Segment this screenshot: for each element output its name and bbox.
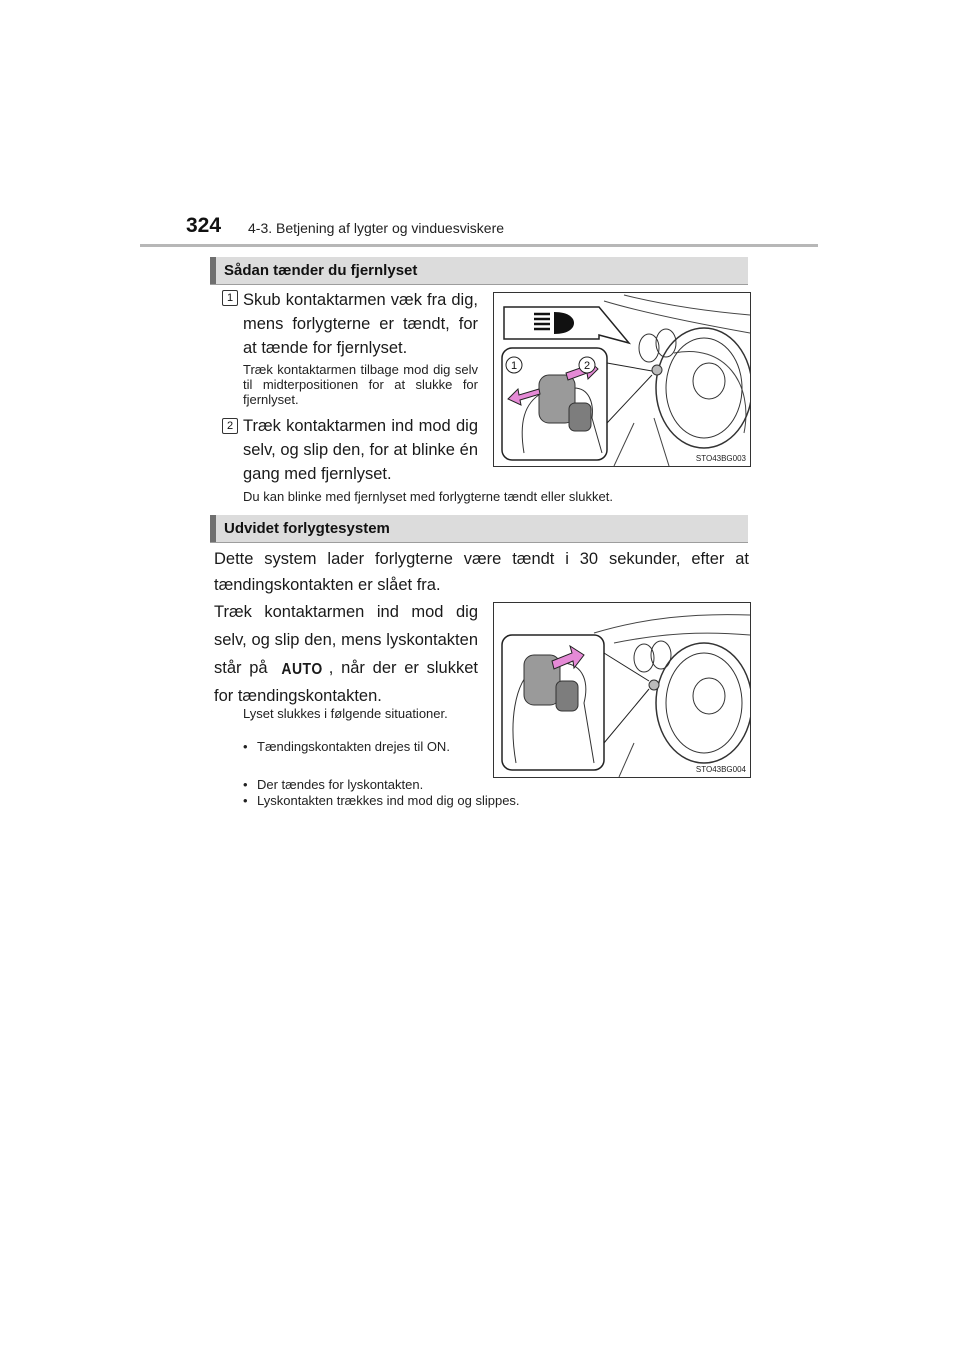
figure-code: STO43BG004	[695, 765, 746, 774]
figure-code: STO43BG003	[695, 454, 746, 463]
auto-symbol: AUTO	[281, 658, 323, 678]
figure-extended-headlight	[493, 602, 751, 778]
section2-instruction	[214, 598, 478, 710]
bullet-dot-icon: •	[243, 739, 248, 754]
bullet-item: • Lyskontakten trækkes ind mod dig og slippes.	[243, 793, 520, 808]
section1-note: Du kan blinke med fjernlyset med forlygterne tændt eller slukket.	[243, 489, 613, 504]
chapter-title: 4-3. Betjening af lygter og vinduesviskere	[248, 220, 505, 236]
instruction-text-before: Træk kontaktarmen ind mod dig selv, og slip den, mens lyskontakten står på	[214, 603, 478, 677]
step-2-text: Træk kontaktarmen ind mod dig selv, og slip den, for at blinke én gang med fjernlyset.	[243, 417, 478, 483]
section-heading-extended-headlight	[210, 515, 748, 543]
bullet-item: • Der tændes for lyskontakten.	[243, 777, 424, 792]
figure-high-beam	[493, 292, 751, 467]
bullet-item: • Tændingskontakten drejes til ON.	[243, 739, 450, 754]
section-accent	[210, 515, 216, 542]
step-2-badge: 2	[222, 418, 238, 434]
bullet-dot-icon: •	[243, 793, 248, 808]
figure-extended-headlight-illustration	[494, 603, 750, 777]
section-heading-high-beam	[210, 257, 748, 285]
section-title: Sådan tænder du fjernlyset	[224, 262, 418, 279]
bullet-dot-icon: •	[243, 777, 248, 792]
step-1-note: Træk kontaktarmen tilbage mod dig selv til midterpositionen for at slukke for fjernlyset.	[243, 362, 478, 407]
instruction-text-after: , når der er slukket for tændingskontakten.	[214, 659, 478, 705]
header-divider	[140, 244, 818, 247]
section2-off-note: Lyset slukkes i følgende situationer.	[243, 706, 448, 721]
callout-2: 2	[583, 360, 591, 372]
callout-1: 1	[510, 360, 518, 372]
step-1-badge: 1	[222, 290, 238, 306]
page-number: 324	[186, 214, 222, 237]
section-title: Udvidet forlygtesystem	[224, 520, 390, 537]
step-1-text: Skub kontaktarmen væk fra dig, mens forlygterne er tændt, for at tænde for fjernlyset.	[243, 291, 478, 357]
section2-intro: Dette system lader forlygterne være tændt i 30 sekunder, efter at tændingskontakten er slået fra.	[214, 550, 749, 594]
section-accent	[210, 257, 216, 284]
figure-high-beam-illustration	[494, 293, 750, 466]
